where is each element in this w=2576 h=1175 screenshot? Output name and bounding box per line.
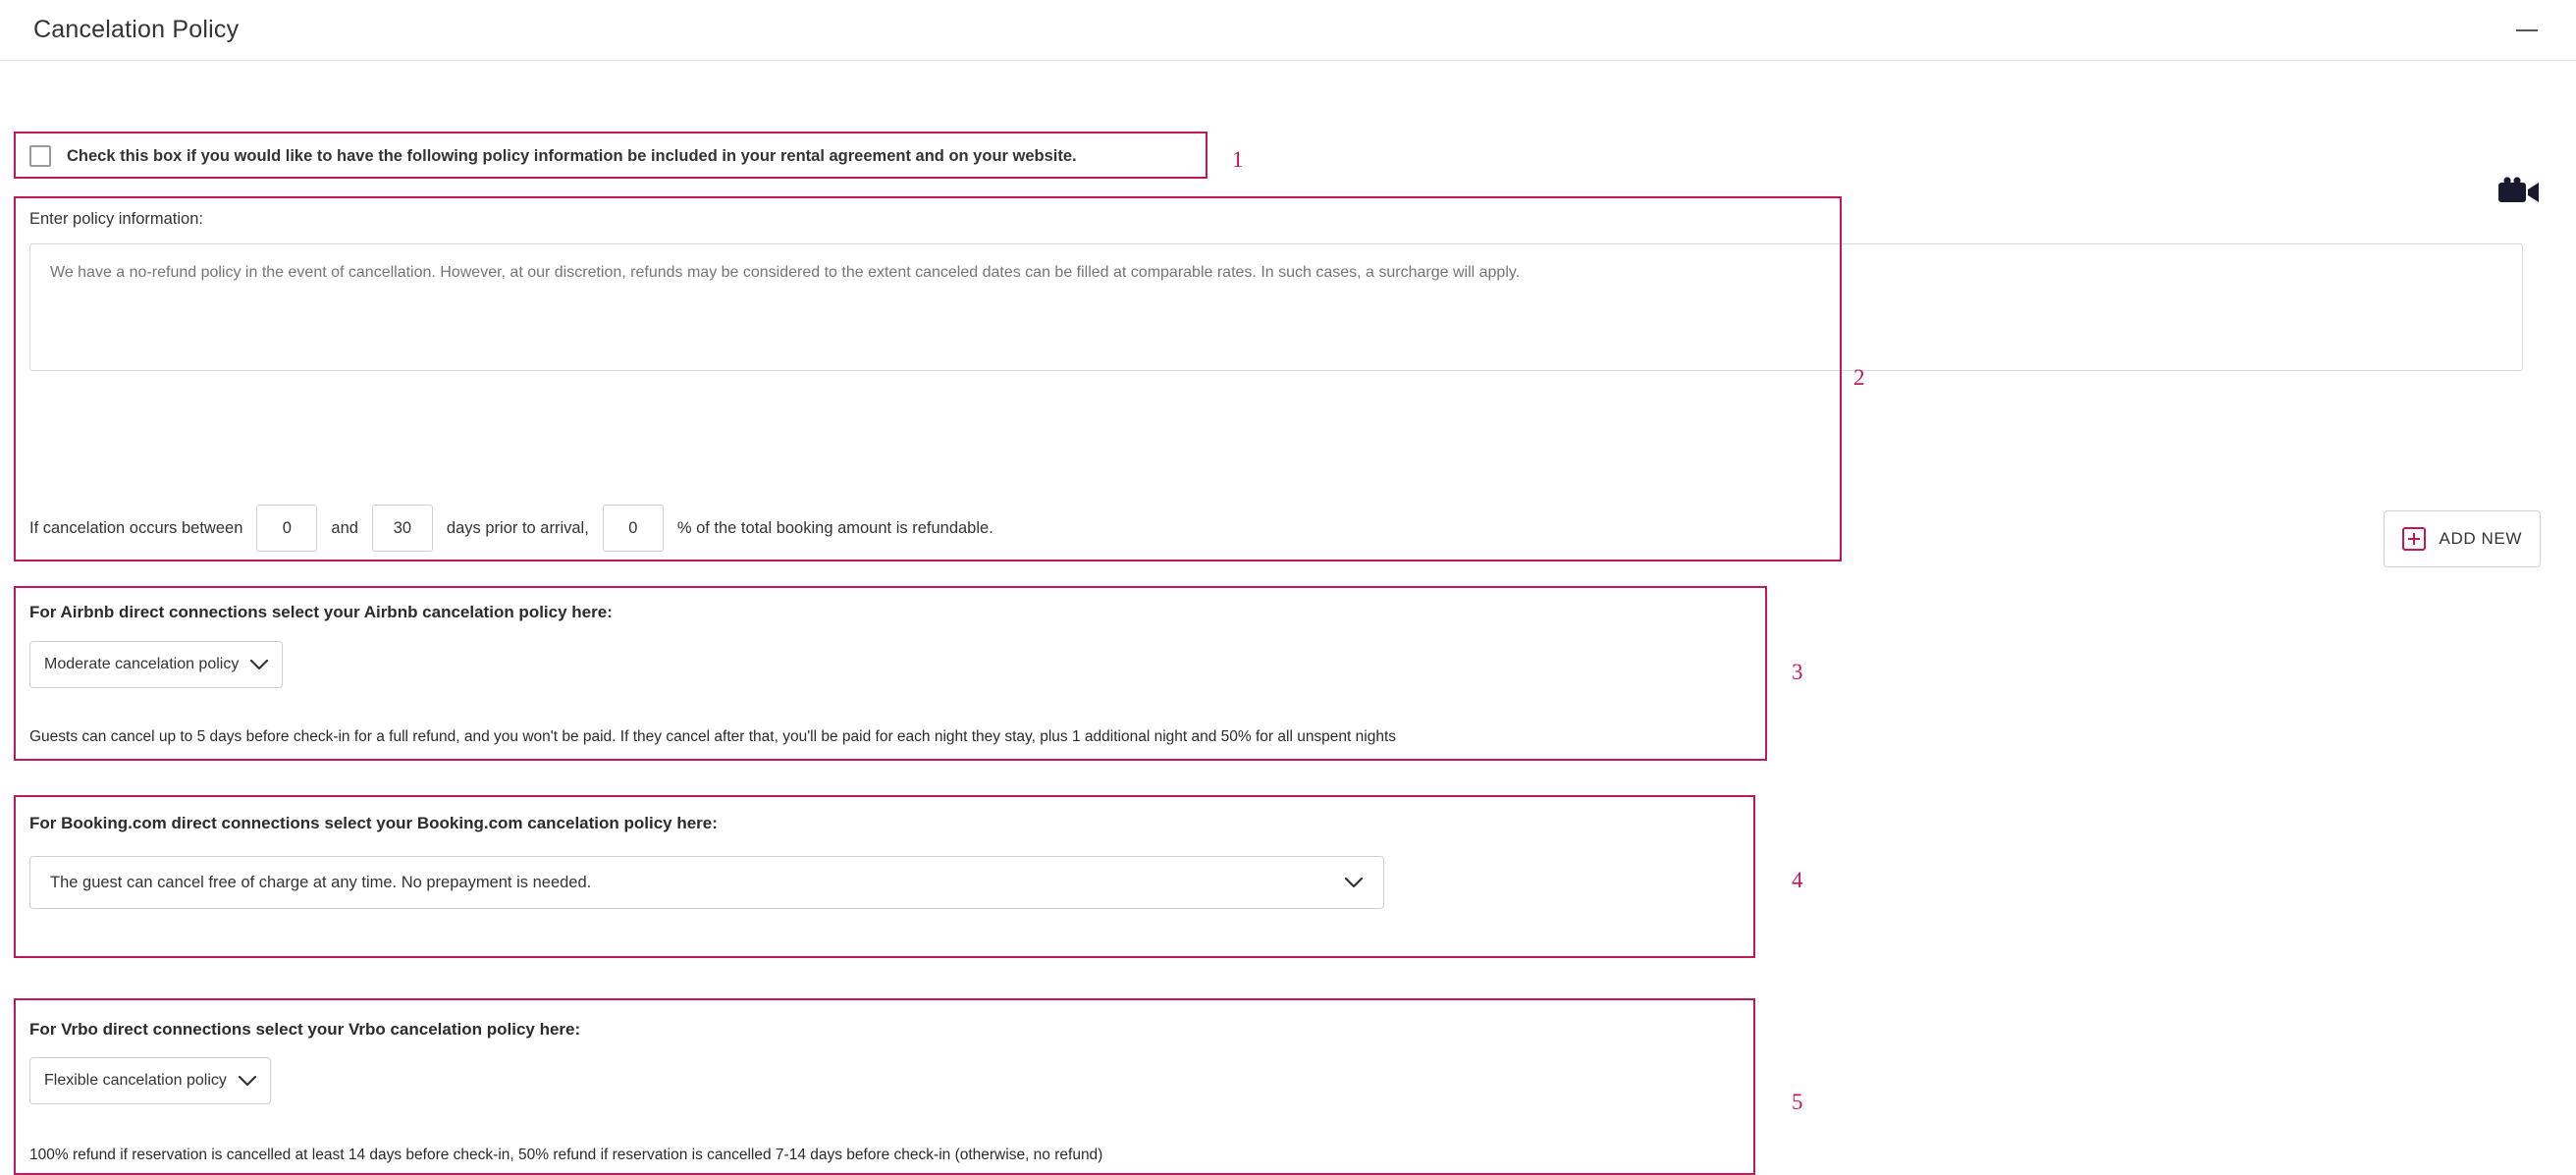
include-policy-checkbox[interactable] xyxy=(29,145,51,167)
include-policy-label: Check this box if you would like to have the following policy information be included in your rental agreement and on your website. xyxy=(67,146,1077,165)
video-camera-icon[interactable] xyxy=(2497,177,2541,206)
refund-text-and: and xyxy=(331,518,358,537)
chevron-down-icon xyxy=(250,659,268,670)
vrbo-section-label: For Vrbo direct connections select your Vrbo cancelation policy here: xyxy=(29,1020,581,1039)
days-to-input[interactable] xyxy=(372,505,433,552)
refund-percent-input[interactable] xyxy=(603,505,664,552)
refund-rule-row xyxy=(29,505,993,552)
annotation-number-1: 1 xyxy=(1232,147,1244,172)
chevron-down-icon xyxy=(1344,877,1364,888)
booking-policy-selected-value: The guest can cancel free of charge at any time. No prepayment is needed. xyxy=(50,873,592,891)
plus-square-icon xyxy=(2402,527,2426,551)
include-policy-row[interactable] xyxy=(29,145,1077,167)
annotation-number-4: 4 xyxy=(1792,868,1803,892)
minus-bar xyxy=(2516,29,2538,31)
policy-info-label: Enter policy information: xyxy=(29,210,203,228)
airbnb-policy-select[interactable] xyxy=(29,641,283,688)
add-new-label: ADD NEW xyxy=(2439,529,2522,548)
refund-text-after: % of the total booking amount is refundable. xyxy=(676,518,993,537)
policy-info-textarea[interactable] xyxy=(29,243,2523,371)
page-title: Cancelation Policy xyxy=(33,16,240,43)
vrbo-policy-selected-value: Flexible cancelation policy xyxy=(44,1072,227,1089)
chevron-down-icon xyxy=(239,1075,256,1087)
booking-policy-select[interactable] xyxy=(29,856,1384,909)
refund-text-before: If cancelation occurs between xyxy=(29,518,243,537)
panel-header xyxy=(0,0,2576,61)
add-new-button[interactable] xyxy=(2384,510,2541,567)
airbnb-policy-selected-value: Moderate cancelation policy xyxy=(44,656,240,672)
days-from-input[interactable] xyxy=(256,505,317,552)
vrbo-policy-select[interactable] xyxy=(29,1057,271,1104)
minus-icon[interactable] xyxy=(2513,17,2541,44)
airbnb-policy-description: Guests can cancel up to 5 days before check-in for a full refund, and you won't be paid. If they cancel after that, you'll be paid for each night they stay, plus 1 additional night and 50% for all unspent nights xyxy=(29,728,1397,745)
annotation-number-2: 2 xyxy=(1853,365,1865,390)
annotation-number-5: 5 xyxy=(1792,1090,1803,1114)
booking-section-label: For Booking.com direct connections select your Booking.com cancelation policy here: xyxy=(29,814,718,832)
vrbo-policy-description: 100% refund if reservation is cancelled at least 14 days before check-in, 50% refund if reservation is cancelled 7-14 days before check-in (otherwise, no refund) xyxy=(29,1147,1103,1163)
refund-text-middle: days prior to arrival, xyxy=(446,518,589,537)
annotation-number-3: 3 xyxy=(1792,660,1803,684)
airbnb-section-label: For Airbnb direct connections select your Airbnb cancelation policy here: xyxy=(29,603,613,621)
